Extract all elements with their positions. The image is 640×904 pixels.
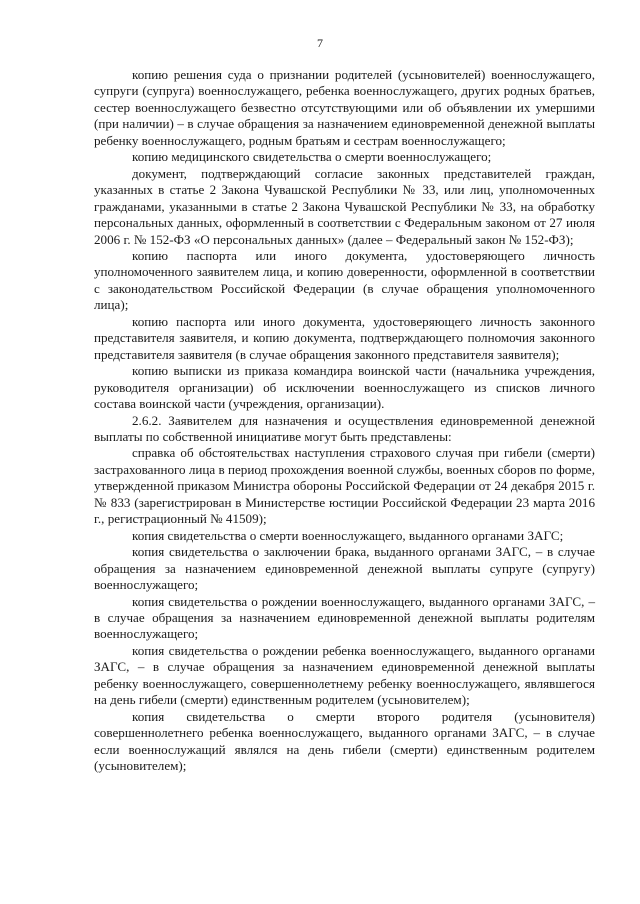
paragraph-second-parent-death-certificate: копия свидетельства о смерти второго родителя (усыновителя) совершеннолетнего ребенка военнослужащего, выданного органами ЗАГС, – в случае если военнослужащий являлся на день гибели (смерти) единственным родителем (усыновителем);	[94, 708, 595, 774]
paragraph-authorized-person-passport: копию паспорта или иного документа, удостоверяющего личность уполномоченного заявителем лица, и копию доверенности, оформленной в соответствии с законодательством Российской Федерации (в случае обращения уполномоченного лица);	[94, 247, 595, 313]
paragraph-death-certificate: копия свидетельства о смерти военнослужащего, выданного органами ЗАГС;	[132, 527, 564, 543]
document-body	[94, 67, 595, 774]
paragraph-insurance-certificate: справка об обстоятельствах наступления страхового случая при гибели (смерти) застрахованного лица в период прохождения военной службы, военных сборов по форме, утвержденной приказом Министра обороны Российской Федерации от 24 декабря 2015 г. № 833 (зарегистрирован в Министерстве юстиции Российской Федерации 23 марта 2016 г., регистрационный № 41509);	[94, 445, 595, 527]
paragraph-consent-document: документ, подтверждающий согласие законных представителей граждан, указанных в статье 2 Закона Чувашской Республики № 33, или лиц, уполномоченных гражданами, указанными в статье 2 Закона Чувашской Республики № 33, на обработку персональных данных, оформленный в соответствии с Федеральным законом от 27 июля 2006 г. № 152-ФЗ «О персональных данных» (далее – Федеральный закон № 152-ФЗ);	[94, 165, 595, 247]
paragraph-legal-representative-passport: копию паспорта или иного документа, удостоверяющего личность законного представителя заявителя, и копию документа, подтверждающего полномочия законного представителя заявителя (в случае обращения законного представителя заявителя);	[94, 313, 595, 362]
paragraph-medical-certificate: копию медицинского свидетельства о смерти военнослужащего;	[132, 149, 492, 165]
paragraph-order-extract: копию выписки из приказа командира воинской части (начальника учреждения, руководителя организации) об исключении военнослужащего из списков личного состава воинской части (учреждения, организации).	[94, 363, 595, 412]
paragraph-serviceman-birth-certificate: копия свидетельства о рождении военнослужащего, выданного органами ЗАГС, – в случае обращения за назначением единовременной денежной выплаты родителям военнослужащего;	[94, 593, 595, 642]
paragraph-court-decision: копию решения суда о признании родителей (усыновителей) военнослужащего, супруги (супруга) военнослужащего, ребенка военнослужащего, других родных братьев, сестер военнослужащего безвестно отсутствующими или об объявлении их умершими (при наличии) – в случае обращения за назначением единовременной денежной выплаты ребенку военнослужащего, родным братьям и сестрам военнослужащего;	[94, 67, 595, 148]
paragraph-marriage-certificate: копия свидетельства о заключении брака, выданного органами ЗАГС, – в случае обращения за назначением единовременной денежной выплаты супруге (супругу) военнослужащего;	[94, 544, 595, 593]
paragraph-section-2-6-2: 2.6.2. Заявителем для назначения и осуществления единовременной денежной выплаты по собственной инициативе могут быть представлены:	[94, 412, 595, 444]
page-number: 7	[317, 36, 323, 50]
paragraph-child-birth-certificate: копия свидетельства о рождении ребенка военнослужащего, выданного органами ЗАГС, – в случае обращения за назначением единовременной денежной выплаты ребенку военнослужащего, совершеннолетнему ребенку военнослужащего, являвшегося на день гибели (смерти) единственным родителем (усыновителем);	[94, 642, 595, 708]
